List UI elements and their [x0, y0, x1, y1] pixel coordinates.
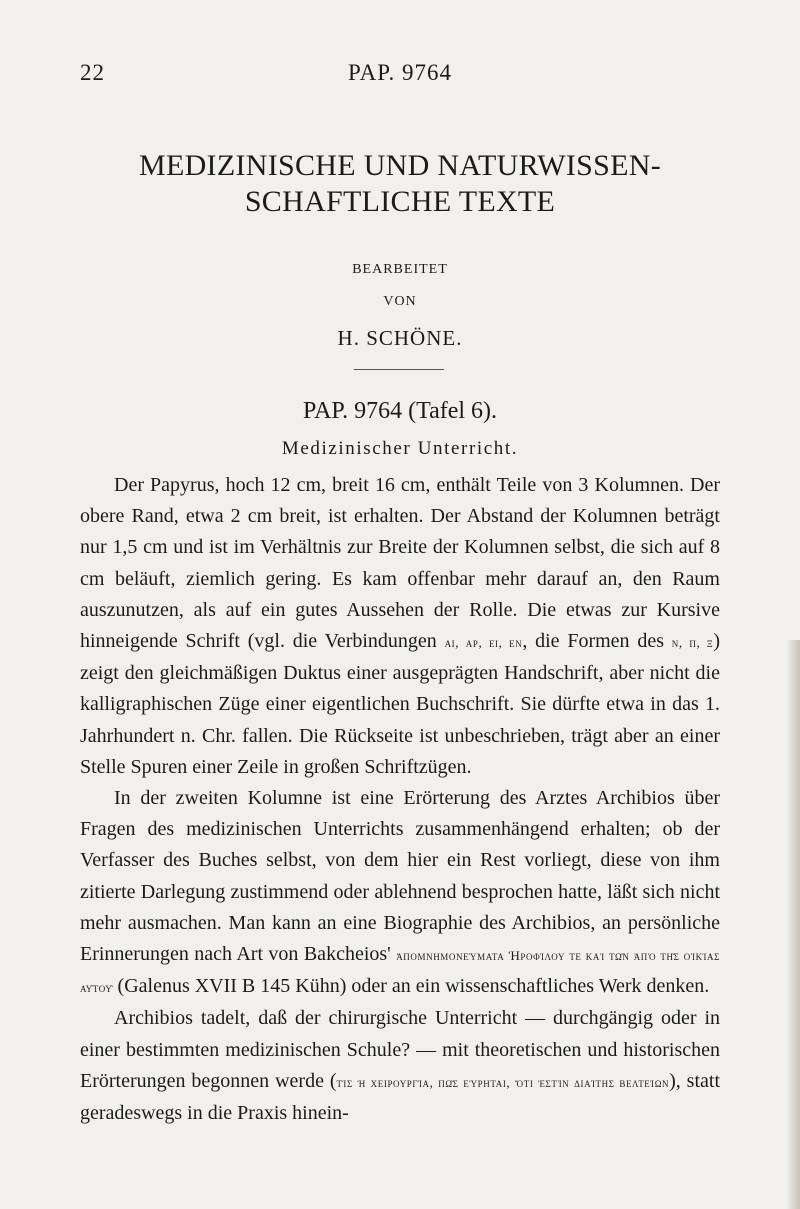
section-subtitle: Medizinischer Unterricht. [281, 438, 519, 459]
paragraph-3-text-a: Archibios tadelt, daß der chirurgische Unterricht — durchgängig oder in einer bestimmten medizinischen Schule? — mit theoretischen und historischen Erörterungen begonnen werde ( [80, 1007, 720, 1092]
chapter-title [60, 148, 740, 220]
paragraph-2-text-b: (Galenus XVII B 145 Kühn) oder an ein wissenschaftliches Werk denken. [112, 975, 710, 998]
page-number: 22 [80, 60, 105, 85]
greek-quotation: τίς ἡ χειρουργία, πῶς εὑρηται, ὅτι ἐστὶν διαίτης βελτείων [336, 1074, 670, 1090]
author-name: H. SCHÖNE. [337, 326, 463, 350]
body-text [80, 470, 720, 1129]
paragraph-1-text-c: ) zeigt den gleichmäßigen Duktus einer ausgeprägten Handschrift, aber nicht die kalligraphischen Züge einer eigentlichen Buchschrift. Sie dürfte etwa in das 1. Jahrhundert n. Chr. fallen. Die Rückseite ist unbeschrieben, trägt aber an einer Stelle Spuren einer Zeile in großen Schriftzügen. [80, 630, 720, 778]
by-label: VON [383, 294, 417, 309]
section-heading: PAP. 9764 (Tafel 6). [302, 398, 498, 424]
edited-label: BEARBEITET [352, 262, 448, 277]
divider-rule [354, 369, 444, 370]
paragraph-2-text-a: In der zweiten Kolumne ist eine Erörterung des Arztes Archibios über Fragen des medizinischen Unterrichts zusammenhängend erhalten; ob der Verfasser des Buches selbst, von dem hier ein Rest vorliegt, diese von ihm zitierte Darlegung zustimmend oder ablehnend besprochen hatte, läßt sich nicht mehr ausmachen. Man kann an eine Biographie des Archibios, an persönliche Erinnerungen nach Art von Bakcheios' [80, 787, 720, 966]
paragraph-1 [80, 470, 720, 783]
page-edge-shadow [786, 640, 800, 1209]
paragraph-3-text-b: ), statt geradeswegs in die Praxis hinein- [80, 1069, 721, 1125]
paragraph-1-text-b: , die Formen des [522, 630, 672, 653]
chapter-title-line-1: MEDIZINISCHE UND NATURWISSEN- [138, 149, 661, 182]
paragraph-3 [80, 1003, 720, 1129]
paragraph-1-text-a: Der Papyrus, hoch 12 cm, breit 16 cm, enthält Teile von 3 Kolumnen. Der obere Rand, etwa 2 cm breit, ist erhalten. Der Abstand der Kolumnen beträgt nur 1,5 cm und ist im Verhältnis zur Breite der Kolumnen selbst, die sich auf 8 cm beläuft, ziemlich gering. Es kam offenbar mehr darauf an, den Raum auszunutzen, als auf ein gutes Aussehen der Rolle. Die etwas zur Kursive hinneigende Schrift (vgl. die Verbindungen [80, 474, 720, 653]
chapter-title-line-2: SCHAFTLICHE TEXTE [244, 185, 556, 218]
running-title: PAP. 9764 [347, 60, 453, 85]
paragraph-2 [80, 783, 720, 1003]
greek-letter-forms: ν, π, ξ [671, 635, 714, 651]
greek-ligatures: αι, αρ, ει, εν [444, 635, 523, 651]
greek-citation: ἀπομνημονεύματα Ἡροφίλου τε καὶ τῶν ἀπὸ τῆς οἰκίας αὐτοῦ [80, 948, 720, 996]
